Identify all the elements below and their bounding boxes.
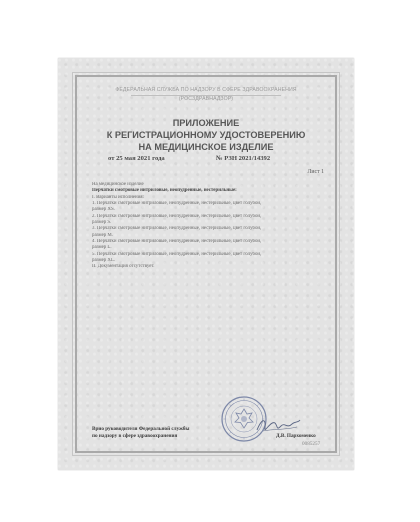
body-line: размер XS. [92,207,115,213]
body-line: 1. Перчатки смотровые нитриловые, неопудренные, нестерильные, цвет голубой, [92,201,262,207]
issue-date: от 25 мая 2021 года [108,155,165,162]
signer-name: Д.В. Пархоменко [276,433,316,439]
body-line: I. Варианты исполнения: [92,194,144,200]
body-line: 2. Перчатки смотровые нитриловые, неопудренные, нестерильные, цвет голубой, [92,213,262,219]
title-line-3: НА МЕДИЦИНСКОЕ ИЗДЕЛИЕ [138,142,274,152]
agency-abbreviation: (РОСЗДРАВНАДЗОР) [178,96,234,102]
title-line-1: ПРИЛОЖЕНИЕ [172,118,240,128]
sheet-number: Лист 1 [307,169,324,175]
body-line: 4. Перчатки смотровые нитриловые, неопудренные, нестерильные, цвет голубой, [92,239,262,245]
registration-number: № РЗН 2021/14392 [216,155,271,162]
body-line: II. Документация отсутствует. [92,264,155,270]
agency-header [90,87,322,103]
body-line: размер XL. [92,258,116,264]
document-body [92,182,324,271]
agency-name: ФЕДЕРАЛЬНАЯ СЛУЖБА ПО НАДЗОРУ В СФЕРЕ ЗДРАВООХРАНЕНИЯ [115,87,297,93]
form-serial-number: 0085257 [302,441,321,447]
body-line: размер L. [92,245,112,251]
body-line: 3. Перчатки смотровые нитриловые, неопудренные, нестерильные, цвет голубой, [92,226,262,232]
body-line: 5. Перчатки смотровые нитриловые, неопудренные, нестерильные, цвет голубой, [92,251,262,257]
body-line: На медицинское изделие [92,182,144,187]
title-line-2: К РЕГИСТРАЦИОННОМУ УДОСТОВЕРЕНИЮ [106,130,306,140]
body-line: Перчатки смотровые нитриловые, неопудренные, нестерильные: [92,188,237,194]
signer-title-line-1: Врио руководителя Федеральной службы [92,426,190,432]
certificate-sheet [58,58,354,470]
body-line: размер S. [92,220,112,226]
signer-title-line-2: по надзору в сфере здравоохранения [92,433,178,439]
signer-title [92,426,189,440]
body-line: размер M. [92,232,113,238]
